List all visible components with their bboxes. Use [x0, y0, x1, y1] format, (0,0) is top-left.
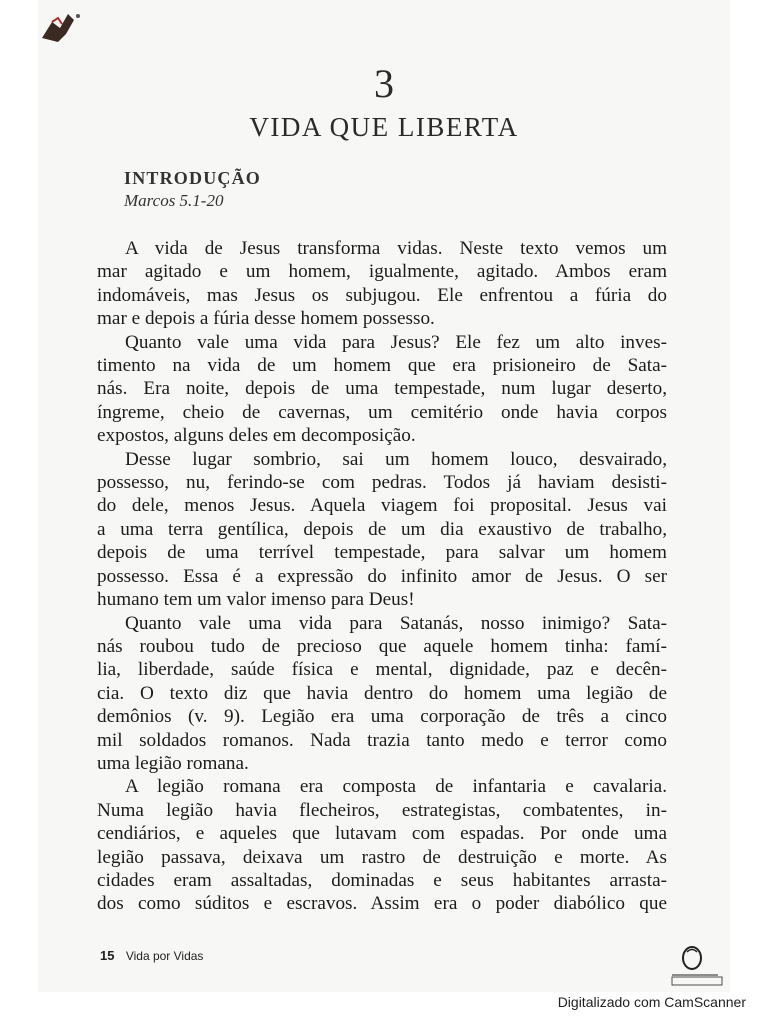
text-line: expostos, alguns deles em decomposição. [97, 425, 416, 447]
publisher-logo-icon [668, 944, 728, 988]
text-line: mar e depois a fúria desse homem possesso. [97, 308, 435, 330]
text-line: Desse lugar sombrio, sai um homem louco, desvairado, [125, 448, 667, 470]
text-line: indomáveis, mas Jesus os subjugou. Ele enfrentou a fúria do [97, 284, 667, 306]
text-line: Quanto vale uma vida para Jesus? Ele fez um alto inves- [125, 331, 667, 353]
chapter-title: VIDA QUE LIBERTA [249, 112, 519, 142]
text-line: Numa legião havia flecheiros, estrategistas, combatentes, in- [97, 799, 667, 821]
text-line: mar agitado e um homem, igualmente, agitado. Ambos eram [97, 261, 667, 283]
text-line: possesso, nu, ferindo-se com pedras. Todos já haviam desisti- [97, 472, 667, 494]
text-line: dos como súditos e escravos. Assim era o poder diabólico que [97, 893, 667, 915]
body-text [97, 237, 667, 916]
text-line: do dele, menos Jesus. Aquela viagem foi proposital. Jesus vai [97, 495, 667, 517]
section-heading: INTRODUÇÃO [124, 168, 262, 188]
page-number: 15 [100, 948, 115, 963]
text-line: nás roubou tudo de precioso que aquele homem tinha: famí- [97, 635, 667, 657]
text-line: íngreme, cheio de cavernas, um cemitério onde havia corpos [97, 401, 667, 423]
text-line: cia. O texto diz que havia dentro do homem uma legião de [97, 682, 667, 704]
text-line: lia, liberdade, saúde física e mental, dignidade, paz e decên- [97, 659, 667, 681]
text-line: nás. Era noite, depois de uma tempestade, num lugar deserto, [97, 378, 667, 400]
text-line: humano tem um valor imenso para Deus! [97, 589, 415, 611]
text-line: legião passava, deixava um rastro de destruição e morte. As [97, 846, 667, 868]
text-line: depois de uma terrível tempestade, para salvar um homem [97, 542, 667, 564]
text-line: cidades eram assaltadas, dominadas e seus habitantes arrasta- [97, 869, 667, 891]
text-line: a uma terra gentílica, depois de um dia exaustivo de trabalho, [97, 518, 667, 540]
text-line: mil soldados romanos. Nada trazia tanto medo e terror como [97, 729, 667, 751]
page-footer [100, 948, 203, 963]
torn-corner-mark [38, 8, 90, 48]
text-line: demônios (v. 9). Legião era uma corporação de três a cinco [97, 706, 667, 728]
text-line: uma legião romana. [97, 752, 249, 774]
scripture-reference: Marcos 5.1-20 [124, 191, 224, 210]
text-line: A vida de Jesus transforma vidas. Neste texto vemos um [125, 238, 667, 259]
text-line: possesso. Essa é a expressão do infinito amor de Jesus. O ser [97, 565, 667, 587]
text-line: cendiários, e aqueles que lutavam com espadas. Por onde uma [97, 823, 667, 845]
text-line: timento na vida de um homem que era prisioneiro de Sata- [97, 355, 667, 377]
text-line: A legião romana era composta de infantaria e cavalaria. [125, 776, 667, 798]
scanner-watermark: Digitalizado com CamScanner [557, 994, 746, 1010]
book-title: Vida por Vidas [125, 949, 204, 963]
text-line: Quanto vale uma vida para Satanás, nosso inimigo? Sata- [125, 612, 667, 634]
chapter-number: 3 [374, 61, 394, 106]
